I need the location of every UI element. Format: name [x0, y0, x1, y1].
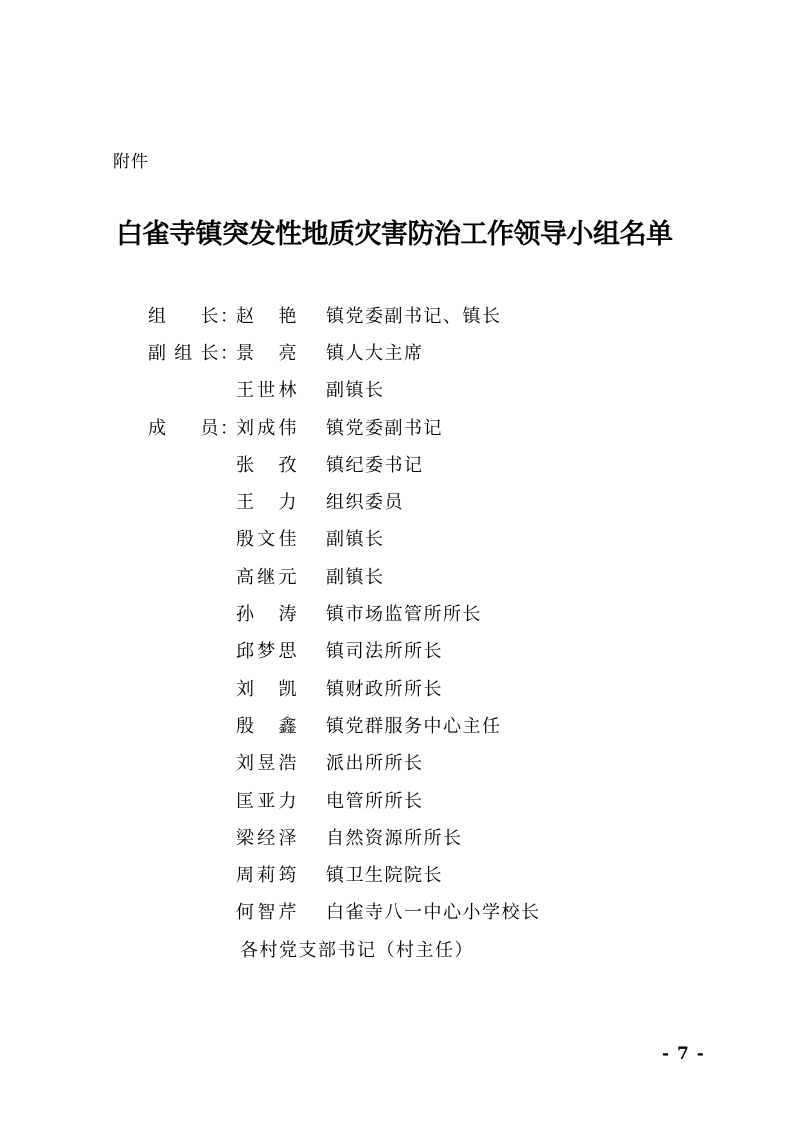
member-name: 殷 鑫 [236, 715, 298, 737]
member-name: 匡亚力 [236, 790, 298, 812]
member-name-cell [236, 712, 326, 738]
page-number: - 7 - [662, 1044, 705, 1064]
member-name-cell [236, 376, 326, 402]
member-row [148, 333, 708, 370]
member-name: 张 孜 [236, 454, 298, 476]
member-row [148, 669, 708, 706]
member-position: 镇卫生院院长 [326, 865, 443, 887]
member-position: 镇人大主席 [326, 342, 424, 364]
member-row [148, 818, 708, 855]
member-position: 副镇长 [326, 380, 385, 402]
member-name-cell [236, 451, 326, 477]
member-row [148, 445, 708, 482]
member-name: 梁经泽 [236, 827, 298, 849]
member-row [148, 371, 708, 408]
member-position: 镇党委副书记 [326, 417, 443, 439]
member-name-cell [236, 414, 326, 440]
member-name: 高继元 [236, 566, 298, 588]
member-row [148, 408, 708, 445]
footer-line: 各村党支部书记（村主任） [240, 939, 474, 961]
member-position: 镇司法所所长 [326, 641, 443, 663]
member-name: 周莉筠 [236, 865, 298, 887]
member-position: 镇市场监管所所长 [326, 604, 482, 626]
member-row [148, 706, 708, 743]
member-name-cell [236, 749, 326, 775]
member-name-cell [236, 488, 326, 514]
member-role-cell [148, 414, 240, 440]
member-position: 镇党群服务中心主任 [326, 715, 502, 737]
member-name-cell [236, 339, 326, 365]
member-position: 副镇长 [326, 529, 385, 551]
member-name-cell [236, 861, 326, 887]
member-role: 副组长 [148, 342, 220, 364]
member-role-cell [148, 339, 240, 365]
member-row [148, 482, 708, 519]
member-position: 电管所所长 [326, 790, 424, 812]
member-position: 镇财政所所长 [326, 678, 443, 700]
member-name-cell [236, 675, 326, 701]
member-name: 刘成伟 [236, 417, 298, 439]
member-role-cell [148, 302, 240, 328]
member-name-cell [236, 302, 326, 328]
member-role-colon: ： [220, 342, 240, 364]
member-row [148, 520, 708, 557]
page-title: 白雀寺镇突发性地质灾害防治工作领导小组名单 [116, 219, 673, 250]
member-name-cell [236, 600, 326, 626]
member-position: 副镇长 [326, 566, 385, 588]
attachment-label: 附件 [113, 152, 149, 172]
member-role: 组 长 [148, 305, 220, 327]
member-position: 派出所所长 [326, 753, 424, 775]
member-name-cell [236, 637, 326, 663]
member-row [148, 744, 708, 781]
member-row [148, 296, 708, 333]
member-role-colon: ： [220, 417, 240, 439]
member-position: 镇纪委书记 [326, 454, 424, 476]
member-position: 组织委员 [326, 492, 404, 514]
member-name: 殷文佳 [236, 529, 298, 551]
member-name: 刘 凯 [236, 678, 298, 700]
member-name: 景 亮 [236, 342, 298, 364]
member-name-cell [236, 525, 326, 551]
member-list [148, 296, 708, 967]
member-row [148, 855, 708, 892]
member-row [148, 557, 708, 594]
member-role: 成 员 [148, 417, 220, 439]
member-name-cell [236, 787, 326, 813]
member-row [148, 893, 708, 930]
member-position: 镇党委副书记、镇长 [326, 305, 502, 327]
member-name: 邱梦思 [236, 641, 298, 663]
member-position: 白雀寺八一中心小学校长 [326, 902, 541, 924]
member-name: 刘昱浩 [236, 753, 298, 775]
member-name-cell [236, 898, 326, 924]
member-position: 自然资源所所长 [326, 827, 463, 849]
member-name: 赵 艳 [236, 305, 298, 327]
member-name-cell [236, 563, 326, 589]
member-name-cell [236, 824, 326, 850]
member-name: 王世林 [236, 380, 298, 402]
member-row [148, 594, 708, 631]
member-row [148, 632, 708, 669]
member-name: 王 力 [236, 492, 298, 514]
member-name: 孙 涛 [236, 604, 298, 626]
member-row [148, 781, 708, 818]
member-role-colon: ： [220, 305, 240, 327]
member-name: 何智芹 [236, 902, 298, 924]
